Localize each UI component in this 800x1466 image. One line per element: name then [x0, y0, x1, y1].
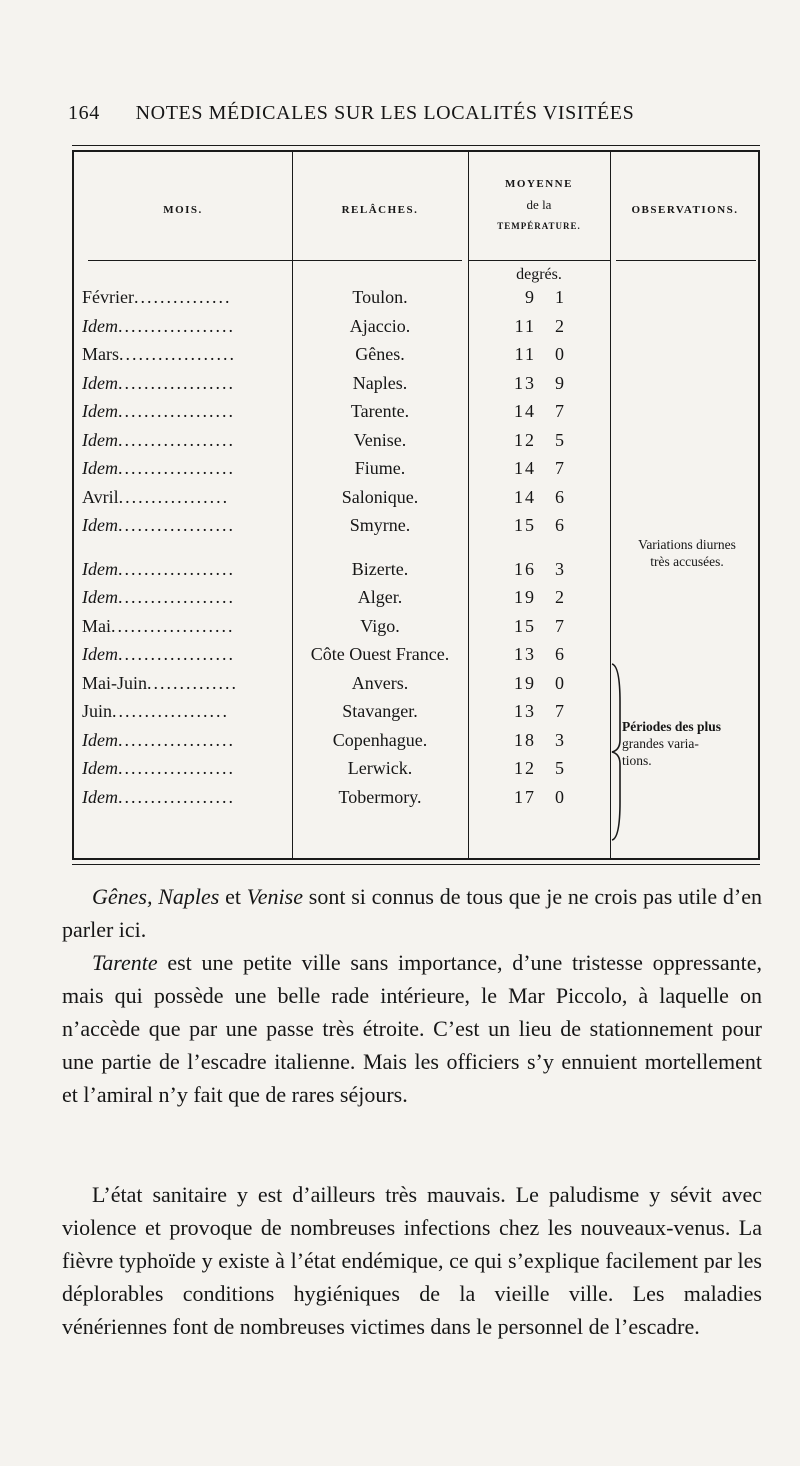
- temp-whole: 9: [525, 287, 536, 307]
- cell-temperature: [468, 401, 610, 422]
- cell-relache: Anvers.: [351, 672, 409, 693]
- paragraph-text: et: [225, 884, 242, 909]
- header-moyenne-line1: MOYENNE: [505, 178, 573, 190]
- italic-place: Naples: [158, 884, 220, 909]
- temp-fraction: 2: [555, 315, 566, 336]
- observation-1-line1: Variations diurnes: [638, 537, 736, 552]
- header-rule: [88, 260, 462, 261]
- cell-relache: Lerwick.: [347, 758, 413, 778]
- cell-relache: Tarente.: [350, 401, 410, 421]
- month-name: Idem: [82, 429, 118, 450]
- cell-relache: Naples.: [352, 372, 408, 393]
- cell-mois: [82, 430, 288, 451]
- observation-note-2: [622, 718, 758, 769]
- temp-fraction: 6: [555, 486, 566, 507]
- temp-whole: 17: [514, 786, 536, 807]
- month-name: Idem: [82, 644, 118, 664]
- cell-temperature: [468, 559, 610, 580]
- temp-whole: 14: [514, 401, 536, 421]
- header-relaches: RELÂCHES.: [341, 204, 419, 216]
- temp-whole: 13: [514, 701, 536, 721]
- temp-whole: 19: [514, 672, 536, 693]
- header-moyenne-line2: de la: [526, 197, 552, 212]
- month-name: Idem: [82, 372, 118, 393]
- temp-fraction: 0: [555, 672, 566, 693]
- cell-mois: [82, 730, 288, 751]
- cell-temperature: [468, 458, 610, 479]
- temp-whole: 12: [514, 758, 536, 778]
- cell-relache: Côte Ouest France.: [310, 644, 450, 664]
- paragraph-text: sont si connus de tous que je ne crois pas utile d’en parler ici.: [62, 884, 762, 942]
- cell-relache: Smyrne.: [349, 515, 411, 535]
- month-name: Idem: [82, 587, 118, 607]
- month-name: Idem: [82, 786, 118, 807]
- table-row: [74, 287, 758, 313]
- month-name: Février: [82, 287, 134, 307]
- month-name: Idem: [82, 458, 118, 478]
- paragraph-text: est une petite ville sans importance, d’une tristesse oppressante, mais qui possède une belle rade intérieure, le Mar Piccolo, à laquelle on n’accède que par une passe très étroite. C’est un lieu de stationnement pour une partie de l’escadre italienne. Mais les officiers s’y ennuient mortellement et l’amiral n’y fait que de rares séjours.: [62, 950, 763, 1107]
- observation-2-line1: Périodes des plus: [622, 719, 722, 734]
- cell-mois: [82, 515, 288, 536]
- temp-whole: 19: [514, 587, 536, 607]
- paragraph-3: [62, 1178, 762, 1343]
- cell-temperature: [468, 373, 610, 394]
- table-row: [74, 401, 758, 427]
- temp-whole: 15: [514, 615, 536, 636]
- cell-temperature: [468, 758, 610, 779]
- italic-place: Tarente: [92, 950, 158, 975]
- dot-leader: ..................: [117, 729, 235, 750]
- cell-relache: Salonique.: [341, 486, 419, 507]
- dot-leader: ..................: [117, 401, 235, 421]
- cell-relache: Venise.: [353, 429, 407, 450]
- cell-relache: Fiume.: [354, 458, 406, 478]
- cell-temperature: [468, 487, 610, 508]
- temp-whole: 12: [514, 429, 536, 450]
- cell-relache: Ajaccio.: [349, 315, 411, 336]
- cell-mois: [82, 316, 288, 337]
- cell-temperature: [468, 701, 610, 722]
- cell-mois: [82, 559, 288, 580]
- temp-fraction: 6: [555, 515, 566, 535]
- cell-temperature: [468, 587, 610, 608]
- header-rule: [616, 260, 756, 261]
- table-row: [74, 787, 758, 813]
- paragraph-2: [62, 946, 762, 1111]
- temp-whole: 13: [514, 644, 536, 664]
- month-name: Idem: [82, 758, 118, 778]
- temp-fraction: 0: [555, 786, 566, 807]
- dot-leader: ...................: [111, 615, 235, 636]
- month-name: Mai: [82, 615, 111, 636]
- cell-mois: [82, 401, 288, 422]
- table-outer-bottom-rule: [72, 864, 760, 865]
- month-name: Idem: [82, 558, 118, 579]
- cell-mois: [82, 701, 288, 722]
- running-title: NOTES MÉDICALES SUR LES LOCALITÉS VISITÉES: [135, 102, 635, 124]
- temp-whole: 16: [514, 558, 536, 579]
- table-row: [74, 458, 758, 484]
- cell-temperature: [468, 673, 610, 694]
- dot-leader: ..................: [117, 758, 235, 778]
- temp-fraction: 7: [555, 615, 566, 636]
- cell-temperature: [468, 787, 610, 808]
- dot-leader: ..................: [112, 701, 230, 721]
- month-name: Idem: [82, 515, 118, 535]
- month-name: Avril: [82, 486, 119, 507]
- temp-whole: 11: [514, 315, 536, 336]
- dot-leader: ..................: [117, 372, 235, 393]
- cell-mois: [82, 616, 288, 637]
- observation-note-1: [614, 536, 760, 570]
- header-moyenne: [468, 178, 610, 231]
- month-name: Idem: [82, 315, 118, 336]
- month-name: Juin: [82, 701, 113, 721]
- cell-mois: [82, 673, 288, 694]
- cell-relache: Stavanger.: [342, 701, 418, 721]
- header-mois: MOIS.: [163, 204, 203, 216]
- temp-fraction: 7: [555, 401, 566, 421]
- cell-relache: Vigo.: [360, 615, 400, 636]
- temp-fraction: 5: [555, 429, 566, 450]
- cell-mois: [82, 758, 288, 779]
- temp-fraction: 2: [555, 587, 566, 607]
- dot-leader: ..................: [117, 786, 235, 807]
- table-row: [74, 616, 758, 642]
- dot-leader: ..................: [117, 315, 235, 336]
- temp-fraction: 3: [555, 729, 566, 750]
- month-name: Idem: [82, 729, 118, 750]
- cell-mois: [82, 787, 288, 808]
- table-row: [74, 487, 758, 513]
- cell-relache: Gênes.: [355, 344, 405, 364]
- cell-relache: Bizerte.: [351, 558, 409, 579]
- observation-2-line2: grandes varia-: [622, 736, 699, 751]
- cell-temperature: [468, 616, 610, 637]
- cell-relache: Copenhague.: [332, 729, 428, 750]
- dot-leader: ..................: [117, 587, 235, 607]
- dot-leader: ..................: [119, 344, 236, 364]
- cell-mois: [82, 644, 288, 665]
- temp-whole: 11: [514, 344, 536, 364]
- table-outer-top-rule: [72, 145, 760, 146]
- cell-mois: [82, 458, 288, 479]
- table-row: [74, 316, 758, 342]
- header-observations: OBSERVATIONS.: [631, 204, 739, 216]
- table-row: [74, 587, 758, 613]
- temp-whole: 18: [514, 729, 536, 750]
- table-row: [74, 644, 758, 670]
- temp-fraction: 9: [555, 372, 566, 393]
- page-number: 164: [68, 102, 100, 124]
- temp-fraction: 6: [555, 644, 566, 664]
- cell-mois: [82, 487, 288, 508]
- temp-fraction: 3: [555, 558, 566, 579]
- cell-temperature: [468, 344, 610, 365]
- table-row: [74, 373, 758, 399]
- paragraph-1: [62, 880, 762, 946]
- temp-fraction: 5: [555, 758, 566, 778]
- temp-whole: 13: [514, 372, 536, 393]
- header-moyenne-line3: TEMPÉRATURE.: [497, 221, 581, 231]
- temp-fraction: 0: [555, 344, 566, 364]
- dot-leader: ..................: [117, 644, 235, 664]
- temp-fraction: 7: [555, 701, 566, 721]
- cell-temperature: [468, 430, 610, 451]
- month-name: Idem: [82, 401, 118, 421]
- table-row: [74, 344, 758, 370]
- cell-mois: [82, 287, 288, 308]
- cell-temperature: [468, 287, 610, 308]
- dot-leader: ..................: [117, 558, 235, 579]
- dot-leader: ..................: [117, 458, 235, 478]
- table-row: [74, 430, 758, 456]
- temp-whole: 15: [514, 515, 536, 535]
- cell-mois: [82, 373, 288, 394]
- page-header: [68, 102, 718, 125]
- temp-whole: 14: [514, 458, 536, 478]
- temp-whole: 14: [514, 486, 536, 507]
- temp-fraction: 1: [555, 287, 566, 307]
- paragraph-text: L’état sanitaire y est d’ailleurs très mauvais. Le paludisme y sévit avec violence et provoque de nombreuses infections chez les nouveaux-venus. La fièvre typhoïde y existe à l’état endémique, ce qui s’explique facilement par les déplorables conditions hygiéniques de la vieille ville. Les maladies vénériennes font de nombreuses victimes dans le personnel de l’escadre.: [62, 1182, 762, 1339]
- cell-temperature: [468, 515, 610, 536]
- italic-place: Gênes,: [92, 884, 153, 909]
- cell-temperature: [468, 730, 610, 751]
- dot-leader: ..................: [117, 429, 235, 450]
- cell-temperature: [468, 644, 610, 665]
- italic-place: Venise: [246, 884, 303, 909]
- table-row: [74, 673, 758, 699]
- month-name: Mars: [82, 344, 119, 364]
- cell-mois: [82, 587, 288, 608]
- cell-relache: Toulon.: [352, 287, 408, 307]
- cell-relache: Tobermory.: [338, 786, 422, 807]
- dot-leader: .................: [118, 486, 230, 507]
- observation-2-line3: tions.: [622, 753, 652, 768]
- observation-1-line2: très accusées.: [650, 554, 724, 569]
- dot-leader: ..............: [147, 672, 238, 693]
- temp-fraction: 7: [555, 458, 566, 478]
- month-name: Mai-Juin: [82, 672, 147, 693]
- cell-temperature: [468, 316, 610, 337]
- header-rule: [468, 260, 610, 261]
- unit-label: degrés.: [516, 266, 562, 283]
- dot-leader: ..................: [117, 515, 235, 535]
- cell-relache: Alger.: [357, 587, 403, 607]
- cell-mois: [82, 344, 288, 365]
- temperature-table: [72, 150, 760, 860]
- dot-leader: ...............: [133, 287, 232, 307]
